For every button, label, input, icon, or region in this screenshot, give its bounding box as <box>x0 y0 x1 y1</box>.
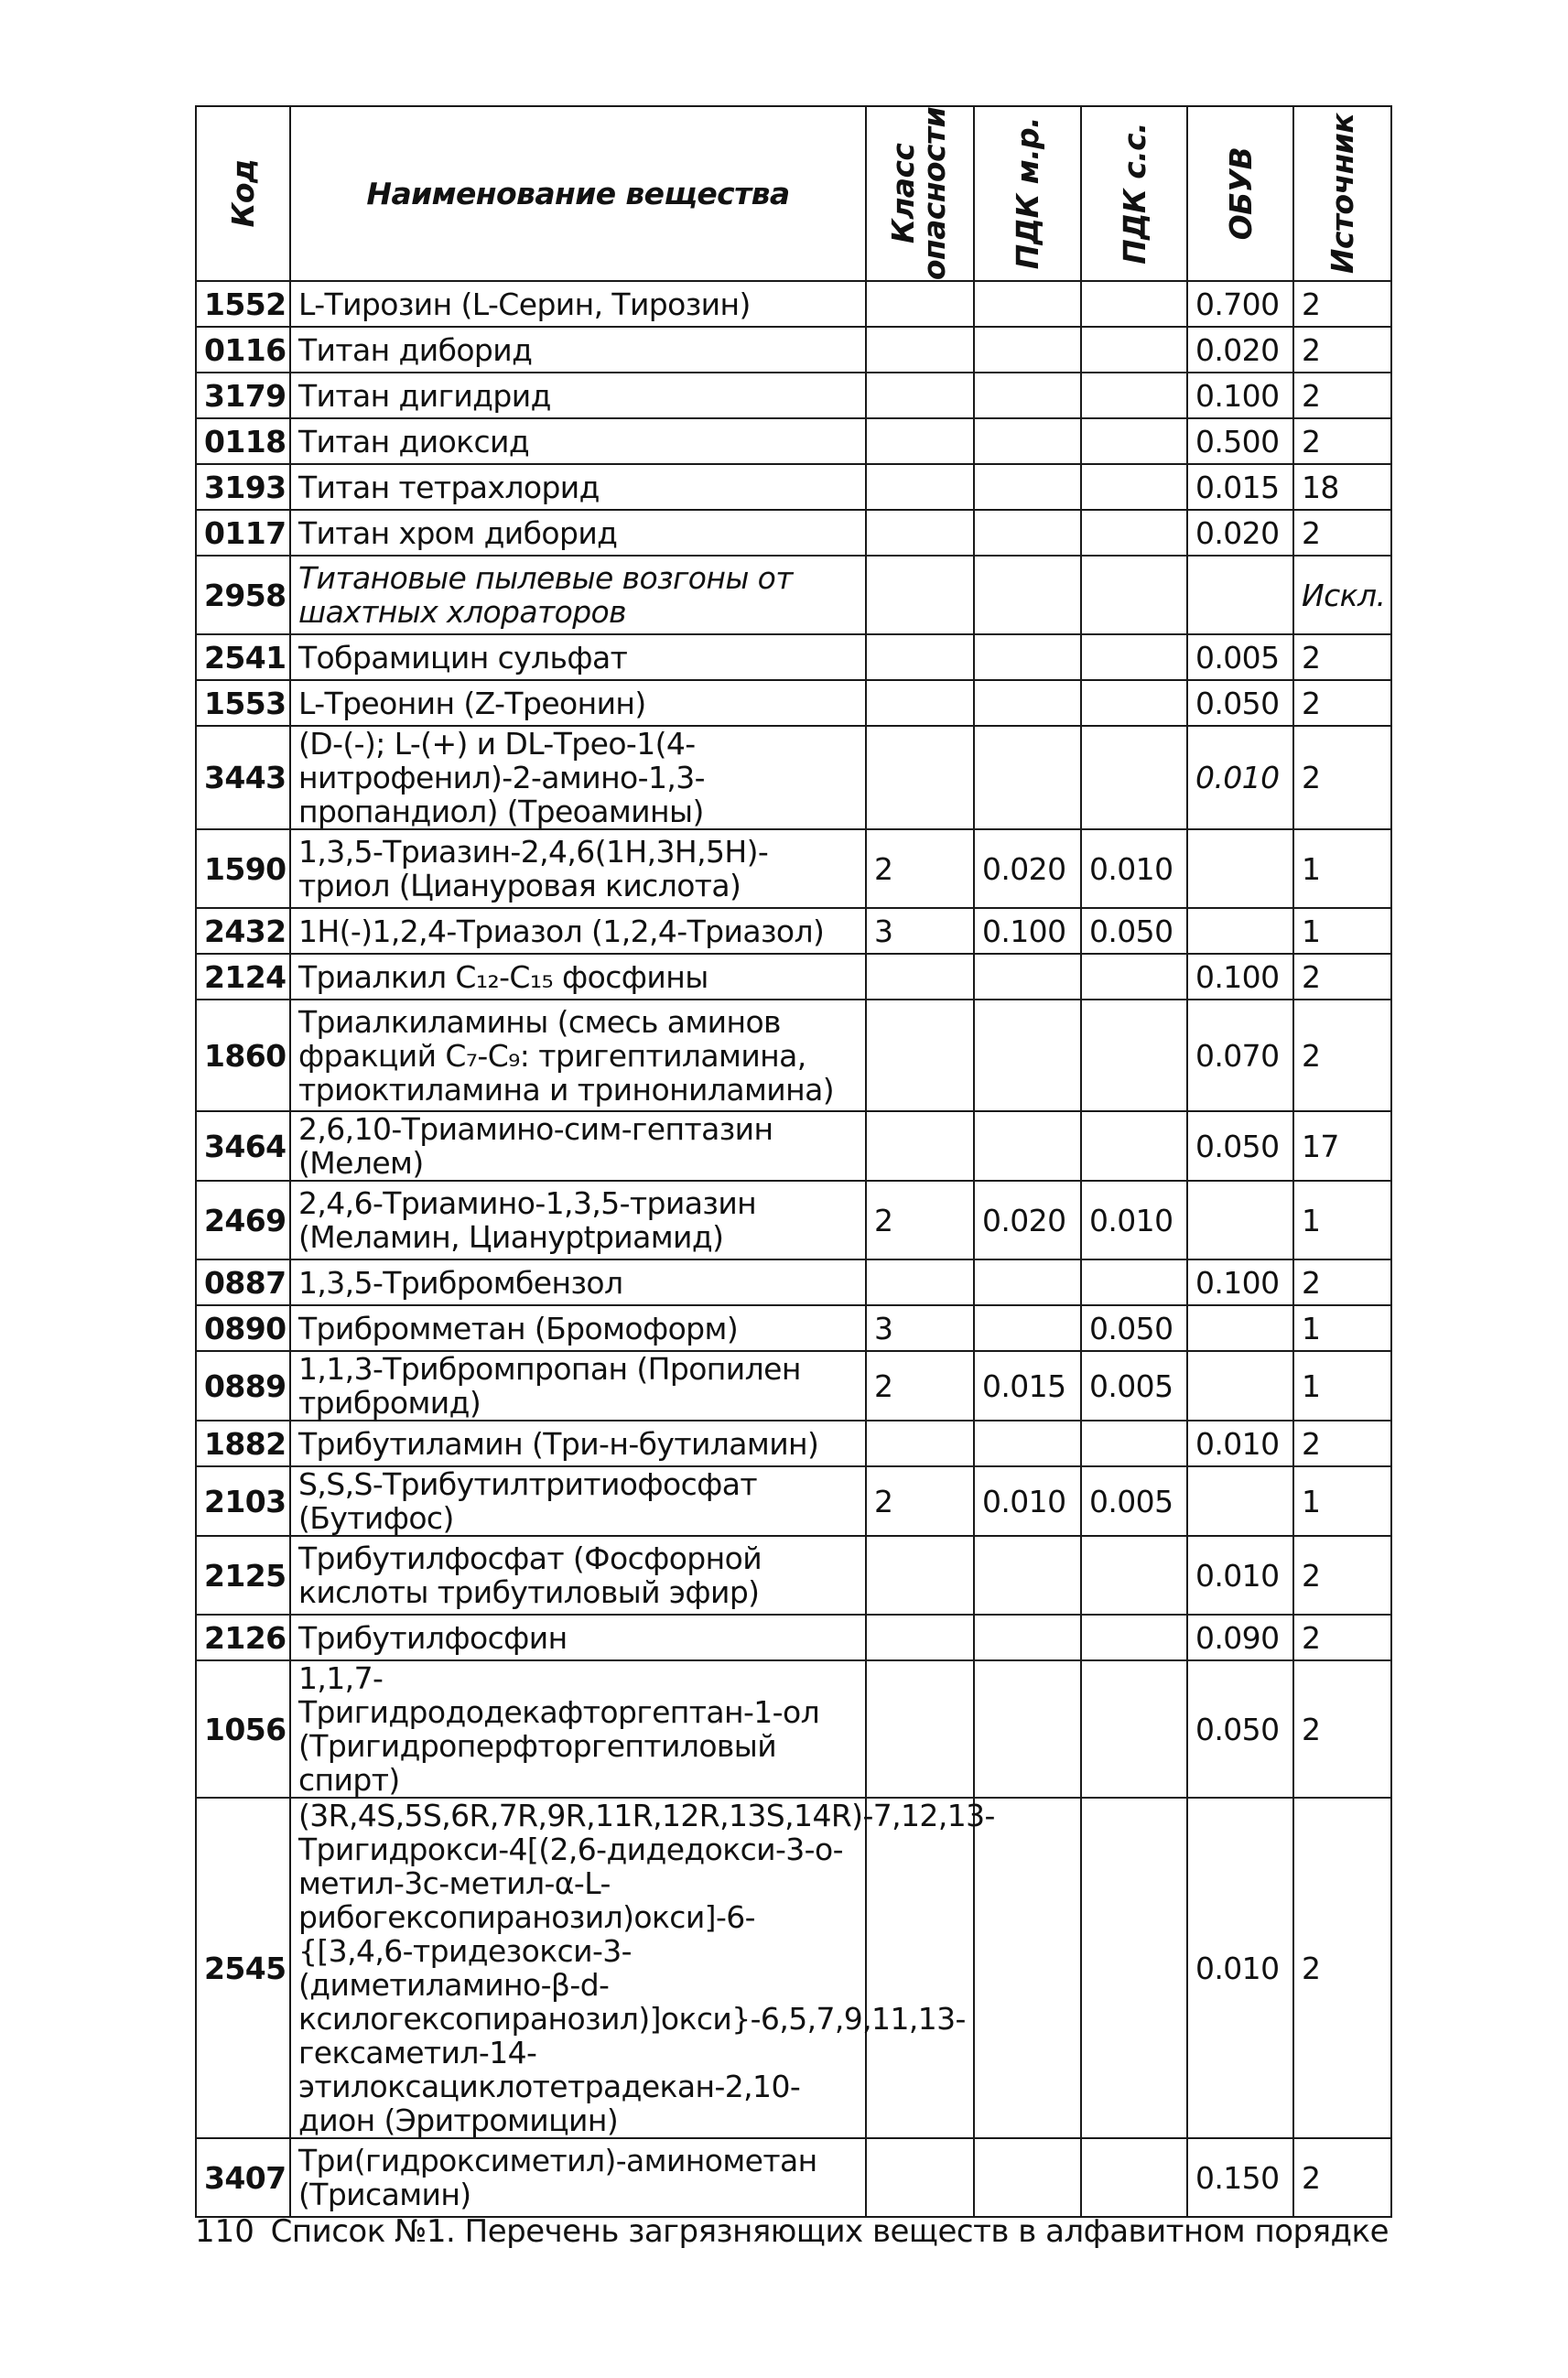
pdk-mr-value <box>974 373 1081 418</box>
pdk-ss-value: 0.010 <box>1081 1181 1187 1259</box>
pdk-mr-value: 0.010 <box>974 1466 1081 1536</box>
obuv-value: 0.070 <box>1187 1000 1293 1111</box>
hazard-class <box>866 418 974 464</box>
substance-name: Трибромметан (Бромоформ) <box>290 1305 866 1351</box>
obuv-value: 0.090 <box>1187 1615 1293 1660</box>
source-ref: 2 <box>1293 281 1391 327</box>
source-ref: 2 <box>1293 634 1391 680</box>
table-row <box>196 510 1391 556</box>
substance-name: Триалкиламины (смесь аминов фракций C₇-C₉: тригептиламина, триоктиламина и тринониламина) <box>290 1000 866 1111</box>
table-row <box>196 634 1391 680</box>
pdk-mr-value <box>974 1111 1081 1181</box>
obuv-value: 0.010 <box>1187 1421 1293 1466</box>
pdk-ss-value <box>1081 464 1187 510</box>
obuv-value: 0.010 <box>1187 726 1293 829</box>
source-ref: 2 <box>1293 2138 1391 2217</box>
substance-code: 2103 <box>196 1466 290 1536</box>
obuv-value <box>1187 556 1293 634</box>
substance-code: 1590 <box>196 829 290 908</box>
pdk-ss-value <box>1081 1536 1187 1615</box>
hazard-class <box>866 464 974 510</box>
substance-code: 2125 <box>196 1536 290 1615</box>
substance-code: 3443 <box>196 726 290 829</box>
hazard-class <box>866 1615 974 1660</box>
obuv-value <box>1187 1466 1293 1536</box>
header-hazard-class: Класс опасности <box>866 106 974 281</box>
pdk-mr-value: 0.020 <box>974 829 1081 908</box>
source-ref: 2 <box>1293 327 1391 373</box>
pdk-ss-value <box>1081 1259 1187 1305</box>
table-row <box>196 1305 1391 1351</box>
substance-code: 3464 <box>196 1111 290 1181</box>
pdk-mr-value <box>974 556 1081 634</box>
table-row <box>196 1798 1391 2138</box>
pdk-ss-value <box>1081 1660 1187 1798</box>
substance-code: 3407 <box>196 2138 290 2217</box>
pdk-ss-value <box>1081 726 1187 829</box>
pdk-mr-value <box>974 634 1081 680</box>
pdk-mr-value: 0.100 <box>974 908 1081 954</box>
hazard-class <box>866 1660 974 1798</box>
table-row <box>196 464 1391 510</box>
source-ref: 2 <box>1293 1421 1391 1466</box>
hazard-class <box>866 2138 974 2217</box>
substance-name: Титан тетрахлорид <box>290 464 866 510</box>
source-ref: 1 <box>1293 1305 1391 1351</box>
table-row <box>196 726 1391 829</box>
source-ref: 2 <box>1293 510 1391 556</box>
pdk-ss-value <box>1081 954 1187 1000</box>
substance-name: 2,4,6-Триамино-1,3,5-триазин (Меламин, Цианурtриамид) <box>290 1181 866 1259</box>
hazard-class <box>866 556 974 634</box>
obuv-value: 0.010 <box>1187 1798 1293 2138</box>
obuv-value: 0.010 <box>1187 1536 1293 1615</box>
substance-name: Три(гидроксиметил)-аминометан (Трисамин) <box>290 2138 866 2217</box>
hazard-class <box>866 954 974 1000</box>
substance-code: 1860 <box>196 1000 290 1111</box>
substance-name: (3R,4S,5S,6R,7R,9R,11R,12R,13S,14R)-7,12,13-Тригидрокси-4[(2,6-дидедокси-3-о-метил-3с-метил-α-L-рибогексопиранозил)окси]-6-{[3,4,6-тридезокси-3-(диметиламино-β-d-ксилогексопиранозил)]окси}-6,5,7,9,11,13-гексаметил-14-этилоксациклотетрадекан-2,10-дион (Эритромицин) <box>290 1798 866 2138</box>
pdk-ss-value <box>1081 556 1187 634</box>
substance-name: S,S,S-Трибутилтритиофосфат (Бутифос) <box>290 1466 866 1536</box>
hazard-class: 2 <box>866 1351 974 1421</box>
table-row <box>196 954 1391 1000</box>
substance-name: 1,3,5-Триазин-2,4,6(1H,3H,5H)-триол (Циануровая кислота) <box>290 829 866 908</box>
hazard-class: 2 <box>866 829 974 908</box>
table-row <box>196 829 1391 908</box>
obuv-value: 0.100 <box>1187 373 1293 418</box>
hazard-class <box>866 1111 974 1181</box>
obuv-value: 0.015 <box>1187 464 1293 510</box>
pdk-ss-value <box>1081 281 1187 327</box>
hazard-class <box>866 1421 974 1466</box>
obuv-value: 0.700 <box>1187 281 1293 327</box>
source-ref: 17 <box>1293 1111 1391 1181</box>
header-pdk-ss: ПДК с.с. <box>1081 106 1187 281</box>
header-code: Код <box>196 106 290 281</box>
obuv-value: 0.100 <box>1187 954 1293 1000</box>
table-row <box>196 373 1391 418</box>
substance-name: (D-(-); L-(+) и DL-Трео-1(4-нитрофенил)-2-амино-1,3-пропандиол) (Треоамины) <box>290 726 866 829</box>
substance-code: 0890 <box>196 1305 290 1351</box>
source-ref: 2 <box>1293 1798 1391 2138</box>
hazard-class: 2 <box>866 1466 974 1536</box>
hazard-class <box>866 680 974 726</box>
substance-name: L-Треонин (Z-Треонин) <box>290 680 866 726</box>
pdk-mr-value <box>974 418 1081 464</box>
source-ref: 2 <box>1293 1536 1391 1615</box>
substance-name: 1,1,3-Трибромпропан (Пропилен трибромид) <box>290 1351 866 1421</box>
substance-code: 2545 <box>196 1798 290 2138</box>
substance-code: 0889 <box>196 1351 290 1421</box>
hazard-class <box>866 1000 974 1111</box>
substance-code: 2124 <box>196 954 290 1000</box>
pdk-mr-value <box>974 1660 1081 1798</box>
substance-name: Титан хром диборид <box>290 510 866 556</box>
substance-name: 2,6,10-Триамино-сим-гептазин (Мелем) <box>290 1111 866 1181</box>
pdk-ss-value: 0.050 <box>1081 1305 1187 1351</box>
pdk-ss-value <box>1081 327 1187 373</box>
table-row <box>196 556 1391 634</box>
source-ref: 2 <box>1293 1660 1391 1798</box>
obuv-value <box>1187 829 1293 908</box>
pdk-mr-value <box>974 1000 1081 1111</box>
substances-table <box>195 105 1392 2218</box>
source-ref: 2 <box>1293 1615 1391 1660</box>
pdk-mr-value: 0.015 <box>974 1351 1081 1421</box>
substance-code: 1056 <box>196 1660 290 1798</box>
hazard-class <box>866 281 974 327</box>
hazard-class <box>866 726 974 829</box>
pdk-ss-value <box>1081 418 1187 464</box>
pdk-mr-value: 0.020 <box>974 1181 1081 1259</box>
pdk-mr-value <box>974 327 1081 373</box>
hazard-class <box>866 327 974 373</box>
source-ref: 2 <box>1293 373 1391 418</box>
obuv-value: 0.005 <box>1187 634 1293 680</box>
substance-name: Триалкил C₁₂-C₁₅ фосфины <box>290 954 866 1000</box>
source-ref: 1 <box>1293 1351 1391 1421</box>
substance-code: 0887 <box>196 1259 290 1305</box>
pdk-mr-value <box>974 281 1081 327</box>
pdk-mr-value <box>974 726 1081 829</box>
substance-code: 1553 <box>196 680 290 726</box>
pdk-ss-value: 0.010 <box>1081 829 1187 908</box>
pdk-ss-value <box>1081 680 1187 726</box>
pdk-mr-value <box>974 464 1081 510</box>
source-ref: 2 <box>1293 1000 1391 1111</box>
substance-name: 1,1,7-Тригидрододекафторгептан-1-ол (Тригидроперфторгептиловый спирт) <box>290 1660 866 1798</box>
substance-code: 0118 <box>196 418 290 464</box>
obuv-value: 0.050 <box>1187 1660 1293 1798</box>
substance-name: Трибутиламин (Три-н-бутиламин) <box>290 1421 866 1466</box>
obuv-value <box>1187 1181 1293 1259</box>
substance-code: 2469 <box>196 1181 290 1259</box>
table-row <box>196 680 1391 726</box>
table-row <box>196 1111 1391 1181</box>
pdk-ss-value <box>1081 1000 1187 1111</box>
source-ref: 2 <box>1293 418 1391 464</box>
substance-name: Трибутилфосфат (Фосфорной кислоты трибутиловый эфир) <box>290 1536 866 1615</box>
obuv-value <box>1187 1305 1293 1351</box>
pdk-ss-value: 0.005 <box>1081 1466 1187 1536</box>
table-row <box>196 1660 1391 1798</box>
substance-code: 3193 <box>196 464 290 510</box>
substance-code: 2541 <box>196 634 290 680</box>
table-row <box>196 281 1391 327</box>
pdk-ss-value <box>1081 634 1187 680</box>
hazard-class: 3 <box>866 908 974 954</box>
pdk-mr-value <box>974 1259 1081 1305</box>
pdk-ss-value <box>1081 1615 1187 1660</box>
pdk-mr-value <box>974 1305 1081 1351</box>
substance-name: 1,3,5-Трибромбензол <box>290 1259 866 1305</box>
obuv-value: 0.150 <box>1187 2138 1293 2217</box>
table-row <box>196 418 1391 464</box>
table-row <box>196 1000 1391 1111</box>
pdk-mr-value <box>974 1421 1081 1466</box>
pdk-ss-value <box>1081 1111 1187 1181</box>
substance-name: Трибутилфосфин <box>290 1615 866 1660</box>
substance-name: 1H(-)1,2,4-Триазол (1,2,4-Триазол) <box>290 908 866 954</box>
table-row <box>196 1466 1391 1536</box>
obuv-value: 0.500 <box>1187 418 1293 464</box>
source-ref: 1 <box>1293 829 1391 908</box>
hazard-class <box>866 1536 974 1615</box>
hazard-class <box>866 1259 974 1305</box>
source-ref: 1 <box>1293 1181 1391 1259</box>
hazard-class <box>866 510 974 556</box>
header-row <box>196 106 1391 281</box>
pdk-ss-value <box>1081 1798 1187 2138</box>
pdk-ss-value <box>1081 373 1187 418</box>
source-ref: 1 <box>1293 908 1391 954</box>
header-pdk-mr: ПДК м.р. <box>974 106 1081 281</box>
obuv-value: 0.020 <box>1187 510 1293 556</box>
substance-code: 0117 <box>196 510 290 556</box>
pdk-ss-value: 0.005 <box>1081 1351 1187 1421</box>
pdk-mr-value <box>974 1615 1081 1660</box>
table-row <box>196 1615 1391 1660</box>
substance-name: Тобрамицин сульфат <box>290 634 866 680</box>
table-row <box>196 908 1391 954</box>
substance-name: Титан диоксид <box>290 418 866 464</box>
pdk-mr-value <box>974 2138 1081 2217</box>
source-ref: 2 <box>1293 726 1391 829</box>
substance-code: 1882 <box>196 1421 290 1466</box>
page-number: 110 <box>195 2213 254 2250</box>
pdk-mr-value <box>974 680 1081 726</box>
source-ref: 2 <box>1293 1259 1391 1305</box>
pdk-ss-value <box>1081 510 1187 556</box>
header-obuv: ОБУВ <box>1187 106 1293 281</box>
hazard-class: 2 <box>866 1181 974 1259</box>
pdk-ss-value <box>1081 1421 1187 1466</box>
pdk-ss-value: 0.050 <box>1081 908 1187 954</box>
table-row <box>196 327 1391 373</box>
substance-code: 2432 <box>196 908 290 954</box>
pdk-mr-value <box>974 1798 1081 2138</box>
substance-code: 3179 <box>196 373 290 418</box>
table-row <box>196 1536 1391 1615</box>
obuv-value: 0.050 <box>1187 1111 1293 1181</box>
substance-code: 1552 <box>196 281 290 327</box>
table-row <box>196 1421 1391 1466</box>
substance-name: Титан диборид <box>290 327 866 373</box>
source-ref: Искл. <box>1293 556 1391 634</box>
pdk-mr-value <box>974 1536 1081 1615</box>
table-row <box>196 1181 1391 1259</box>
source-ref: 2 <box>1293 680 1391 726</box>
table-row <box>196 2138 1391 2217</box>
pdk-mr-value <box>974 954 1081 1000</box>
substance-code: 0116 <box>196 327 290 373</box>
obuv-value <box>1187 908 1293 954</box>
header-name: Наименование вещества <box>290 106 866 281</box>
substance-name: L-Тирозин (L-Серин, Тирозин) <box>290 281 866 327</box>
substance-code: 2958 <box>196 556 290 634</box>
source-ref: 2 <box>1293 954 1391 1000</box>
pdk-ss-value <box>1081 2138 1187 2217</box>
obuv-value: 0.100 <box>1187 1259 1293 1305</box>
hazard-class: 3 <box>866 1305 974 1351</box>
substance-code: 2126 <box>196 1615 290 1660</box>
hazard-class <box>866 634 974 680</box>
source-ref: 18 <box>1293 464 1391 510</box>
header-source: Источник <box>1293 106 1391 281</box>
hazard-class <box>866 373 974 418</box>
substance-name: Титановые пылевые возгоны от шахтных хлораторов <box>290 556 866 634</box>
obuv-value: 0.050 <box>1187 680 1293 726</box>
obuv-value: 0.020 <box>1187 327 1293 373</box>
pdk-mr-value <box>974 510 1081 556</box>
obuv-value <box>1187 1351 1293 1421</box>
running-footer-title: Список №1. Перечень загрязняющих веществ в алфавитном порядке <box>270 2213 1389 2250</box>
source-ref: 1 <box>1293 1466 1391 1536</box>
table-row <box>196 1351 1391 1421</box>
hazard-class <box>866 1798 974 2138</box>
substance-name: Титан дигидрид <box>290 373 866 418</box>
table-row <box>196 1259 1391 1305</box>
